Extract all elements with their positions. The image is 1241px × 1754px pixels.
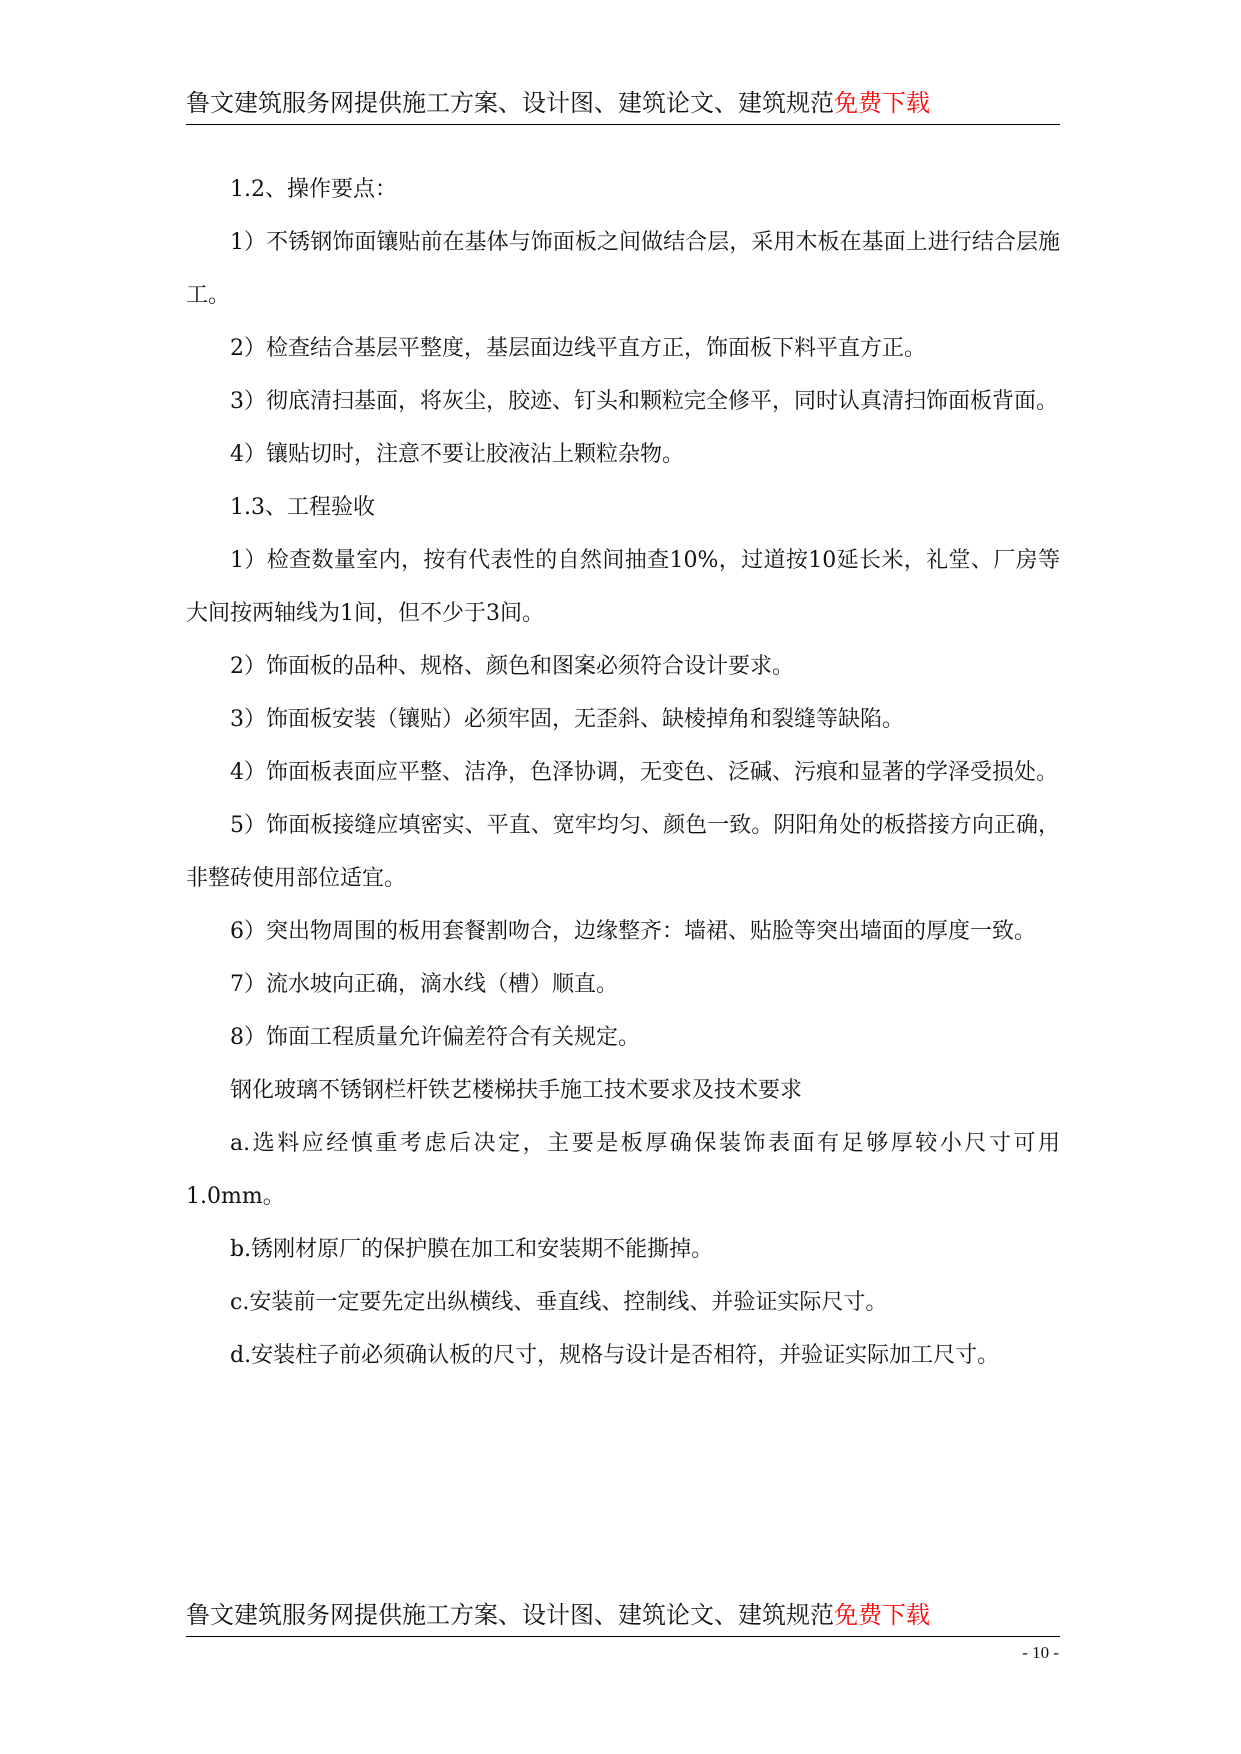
- paragraph: d.安装柱子前必须确认板的尺寸，规格与设计是否相符，并验证实际加工尺寸。: [230, 1343, 1000, 1368]
- header-download-link[interactable]: 免费下载: [834, 89, 930, 117]
- paragraph: 2）检查结合基层平整度，基层面边线平直方正，饰面板下料平直方正。: [230, 336, 926, 361]
- paragraph: 7）流水坡向正确，滴水线（槽）顺直。: [230, 972, 618, 997]
- paragraph: b.锈刚材原厂的保护膜在加工和安装期不能撕掉。: [230, 1237, 714, 1262]
- paragraph: 1）不锈钢饰面镶贴前在基体与饰面板之间做结合层，采用木板在基面上进行结合层施工。: [186, 230, 1060, 308]
- paragraph: 4）饰面板表面应平整、洁净，色泽协调，无变色、泛碱、污痕和显著的学泽受损处。: [230, 760, 1058, 785]
- paragraph: 8）饰面工程质量允许偏差符合有关规定。: [230, 1025, 640, 1050]
- page-header: [186, 88, 1060, 118]
- paragraph: 4）镶贴切时，注意不要让胶液沾上颗粒杂物。: [230, 442, 684, 467]
- paragraph: 3）饰面板安装（镶贴）必须牢固，无歪斜、缺棱掉角和裂缝等缺陷。: [230, 707, 904, 732]
- subsection-title: 钢化玻璃不锈钢栏杆铁艺楼梯扶手施工技术要求及技术要求: [230, 1078, 803, 1103]
- paragraph: 3）彻底清扫基面，将灰尘，胶迹、钉头和颗粒完全修平，同时认真清扫饰面板背面。: [230, 389, 1058, 414]
- paragraph: a.选料应经慎重考虑后决定，主要是板厚确保装饰表面有足够厚较小尺寸可用1.0mm。: [186, 1131, 1060, 1209]
- footer-download-link[interactable]: 免费下载: [834, 1601, 930, 1629]
- footer-rule: [186, 1636, 1060, 1637]
- paragraph: c.安装前一定要先定出纵横线、垂直线、控制线、并验证实际尺寸。: [230, 1290, 888, 1315]
- paragraph: 6）突出物周围的板用套餐割吻合，边缘整齐：墙裙、贴脸等突出墙面的厚度一致。: [230, 919, 1036, 944]
- header-text: 鲁文建筑服务网提供施工方案、设计图、建筑论文、建筑规范: [186, 89, 834, 117]
- paragraph: 2）饰面板的品种、规格、颜色和图案必须符合设计要求。: [230, 654, 794, 679]
- section-heading-1-3: 1.3、工程验收: [230, 495, 375, 520]
- footer-text: 鲁文建筑服务网提供施工方案、设计图、建筑论文、建筑规范: [186, 1601, 834, 1629]
- section-heading-1-2: 1.2、操作要点：: [230, 177, 397, 202]
- paragraph: 5）饰面板接缝应填密实、平直、宽牢均匀、颜色一致。阴阳角处的板搭接方向正确，非整砖使用部位适宜。: [186, 813, 1060, 891]
- document-body: [186, 163, 1060, 1382]
- paragraph: 1）检查数量室内，按有代表性的自然间抽查10%，过道按10延长米，礼堂、厂房等大间按两轴线为1间，但不少于3间。: [186, 548, 1060, 626]
- page-footer: [186, 1600, 1060, 1630]
- page-number: - 10 -: [1022, 1643, 1059, 1662]
- header-rule: [186, 124, 1060, 125]
